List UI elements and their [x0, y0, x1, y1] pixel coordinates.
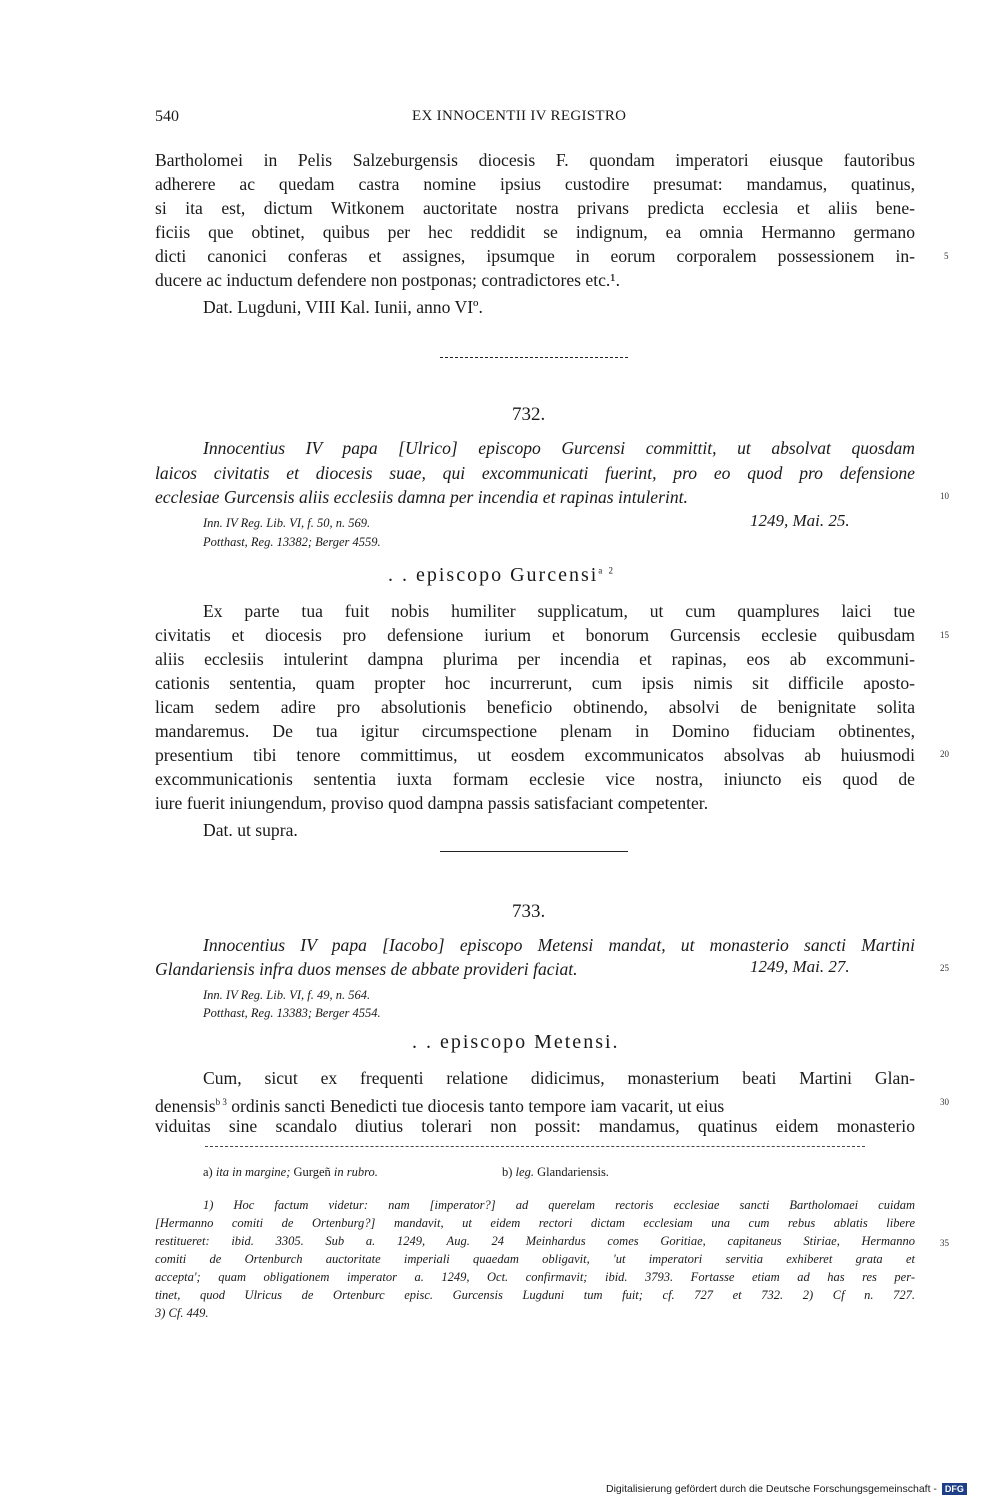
footnote-line: comiti de Ortenburch auctoritate imperiali quaedam obligavit, 'ut imperatori servitia exhiberet grata et [155, 1252, 915, 1266]
text-line: adherere ac quedam castra nomine ipsius custodire presumat: mandamus, quatinus, [155, 174, 915, 194]
text-line: viduitas sine scandalo diutius tolerari non possit: mandamus, quatinus eidem monasterio [155, 1116, 915, 1136]
dating-clause: Dat. Lugduni, VIII Kal. Iunii, anno VIº. [203, 297, 483, 317]
address-line: . . episcopo Metensi. [412, 1031, 620, 1053]
source-reference: Potthast, Reg. 13383; Berger 4554. [203, 1006, 381, 1020]
source-reference: Potthast, Reg. 13382; Berger 4559. [203, 535, 381, 549]
footnote-line: [Hermanno comiti de Ortenburg?] mandavit, ut eidem rectori dictam ecclesiam una cum rebus ablatis libere [155, 1216, 915, 1230]
text-line: iure fuerit iniungendum, proviso quod dampna passis satisfaciant competenter. [155, 793, 709, 813]
critical-note-b [502, 1164, 1000, 1181]
note-marker: a 2 [598, 565, 616, 576]
footnote-line: restitueret: ibid. 3305. Sub a. 1249, Aug. 24 Meinhardus comes Goritiae, capitaneus Stiriae, Hermanno [155, 1234, 915, 1248]
note-marker: b 3 [215, 1097, 227, 1107]
text-fragment: ordinis sancti Benedicti tue diocesis tanto tempore iam vacarit, ut eius [226, 1095, 725, 1116]
address-line [388, 564, 615, 587]
note-text: Gurgeñ [290, 1165, 334, 1179]
note-text: leg. [515, 1165, 534, 1179]
credit-text: Digitalisierung gefördert durch die Deutsche Forschungsgemeinschaft - [606, 1483, 937, 1495]
line-number: 5 [944, 251, 949, 261]
summary-line: laicos civitatis et diocesis suae, qui excommunicati fuerint, pro eo quod pro defensione [155, 463, 915, 483]
line-number: 30 [940, 1097, 949, 1107]
running-title: EX INNOCENTII IV REGISTRO [412, 108, 627, 124]
line-number: 15 [940, 630, 949, 640]
text-line: licam sedem adire pro absolutionis beneficio obtinendo, absolvi de benignitate solita [155, 697, 915, 717]
line-number: 35 [940, 1238, 949, 1248]
note-text: ita in margine; [215, 1165, 291, 1179]
separator [440, 357, 628, 358]
text-line: aliis ecclesiis intulerint dampna plurima per incendia et rapinas, eos ab excommuni- [155, 649, 915, 669]
text-line: civitatis et diocesis pro defensione iurium et bonorum Gurcensis ecclesie quibusdam [155, 625, 915, 645]
note-label: b) [502, 1165, 513, 1179]
footnote-line: 3) Cf. 449. [155, 1306, 209, 1320]
text-line: excommunicationis sententia iuxta formam ecclesie vice nostra, iniuncto eis quod de [155, 769, 915, 789]
dating-clause: Dat. ut supra. [203, 820, 298, 840]
text-line: Bartholomei in Pelis Salzeburgensis diocesis F. quondam imperatori eiusque fautoribus [155, 150, 915, 170]
footnote-line: accepta'; quam obligationem imperator a. 1249, Oct. confirmavit; ibid. 3793. Fortasse etiam ad has res per- [155, 1270, 915, 1284]
text-line: ducere ac inductum defendere non postponas; contradictores etc.¹. [155, 270, 620, 290]
summary-line: Glandariensis infra duos menses de abbate provideri faciat. [155, 959, 578, 979]
footnote-line: 1) Hoc factum videtur: nam [imperator?] ad querelam rectoris ecclesiae sancti Bartholomaei cuidam [203, 1198, 915, 1212]
footnote-line: tinet, quod Ulricus de Ortenburc episc. Gurcensis Lugduni tum fuit; cf. 727 et 732. 2) Cf n. 727. [155, 1288, 915, 1302]
text-line: mandaremus. De tua igitur circumspectione plenam in Domino fiduciam obtinentes, [155, 721, 915, 741]
letter-number: 733. [512, 901, 546, 922]
letter-number: 732. [512, 404, 546, 425]
letter-date: 1249, Mai. 27. [750, 957, 850, 976]
text-line: si ita est, dictum Witkonem auctoritate nostra privans predicta ecclesia et aliis bene- [155, 198, 915, 218]
line-number: 10 [940, 491, 949, 501]
line-number: 20 [940, 749, 949, 759]
summary-line: ecclesiae Gurcensis aliis ecclesiis damna per incendia et rapinas intulerint. [155, 487, 688, 507]
note-label: a) [203, 1165, 213, 1179]
text-fragment: denensis [155, 1095, 216, 1116]
summary-line: Innocentius IV papa [Iacobo] episcopo Metensi mandat, ut monasterio sancti Martini [203, 935, 915, 955]
digitization-credit [606, 1483, 967, 1495]
dfg-logo: DFG [942, 1483, 967, 1495]
text-line: ficiis que obtinet, quibus per hec reddidit se indignum, ea omnia Hermanno germano [155, 222, 915, 242]
text-line: dicti canonici conferas et assignes, ipsumque in eorum corporalem possessionem in- [155, 246, 915, 266]
text-line: Ex parte tua fuit nobis humiliter supplicatum, ut cum quamplures laici tue [203, 601, 915, 621]
text-line: cationis sententia, quam propter hoc incurrerunt, cum ipsis nimis sit difficile aposto- [155, 673, 915, 693]
source-reference: Inn. IV Reg. Lib. VI, f. 49, n. 564. [203, 988, 371, 1002]
line-number: 25 [940, 963, 949, 973]
separator [205, 1146, 865, 1147]
page-number: 540 [155, 108, 179, 125]
summary-line: Innocentius IV papa [Ulrico] episcopo Gurcensi committit, ut absolvat quosdam [203, 438, 915, 458]
separator [440, 851, 628, 852]
note-text: Glandariensis. [533, 1165, 609, 1179]
note-text: in rubro. [333, 1165, 378, 1179]
source-reference: Inn. IV Reg. Lib. VI, f. 50, n. 569. [203, 516, 371, 530]
text-line: Cum, sicut ex frequenti relatione didicimus, monasterium beati Martini Glan- [203, 1068, 915, 1088]
address-text: . . episcopo Gurcensi [388, 564, 599, 586]
letter-date: 1249, Mai. 25. [750, 511, 850, 530]
text-line: presentium tibi tenore committimus, ut eosdem excommunicatos absolvas ab huiusmodi [155, 745, 915, 765]
